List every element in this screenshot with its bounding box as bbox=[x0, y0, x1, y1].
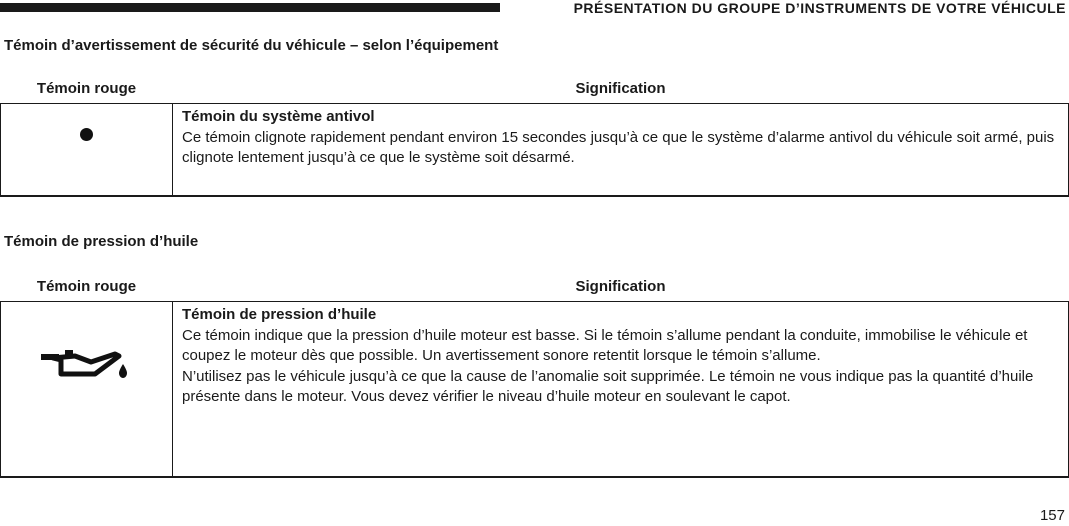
column-header-meaning: Signification bbox=[173, 271, 1069, 302]
page-number: 157 bbox=[1039, 507, 1065, 524]
paragraph: Ce témoin indique que la pression d’huile moteur est basse. Si le témoin s’allume pendant la conduite, immobilise le véhicule et coupez le moteur dès que possible. Un avertissement sonore retentit lorsque le témoin s’allume. bbox=[182, 326, 1028, 364]
icon-cell bbox=[1, 104, 173, 196]
paragraph: N’utilisez pas le véhicule jusqu’à ce que la cause de l’anomalie soit supprimée. Le témoin ne vous indique pas la quantité d’huile présente dans le moteur. Vous devez vérifier le niveau d’huile moteur en soulevant le capot. bbox=[182, 367, 1034, 405]
column-header-light: Témoin rouge bbox=[1, 73, 173, 104]
item-title: Témoin de pression d’huile bbox=[182, 306, 377, 323]
column-header-meaning: Signification bbox=[173, 73, 1069, 104]
oil-can-icon bbox=[39, 346, 135, 387]
header-rule bbox=[0, 3, 500, 12]
meaning-cell bbox=[173, 302, 1069, 477]
section-title-security: Témoin d’avertissement de sécurité du véhicule – selon l’équipement bbox=[4, 37, 499, 54]
meaning-cell bbox=[173, 104, 1069, 196]
icon-cell bbox=[1, 302, 173, 477]
oil-pressure-table bbox=[0, 271, 1069, 478]
table-header-row bbox=[1, 271, 1069, 302]
column-header-light: Témoin rouge bbox=[1, 271, 173, 302]
item-title: Témoin du système antivol bbox=[182, 108, 375, 125]
table-row bbox=[1, 302, 1069, 477]
running-header: PRÉSENTATION DU GROUPE D’INSTRUMENTS DE VOTRE VÉHICULE bbox=[573, 0, 1066, 16]
section-title-oil: Témoin de pression d’huile bbox=[4, 233, 199, 250]
security-light-dot-icon bbox=[80, 128, 93, 141]
table-header-row bbox=[1, 73, 1069, 104]
paragraph: Ce témoin clignote rapidement pendant environ 15 secondes jusqu’à ce que le système d’alarme antivol du véhicule soit armé, puis clignote lentement jusqu’à ce que le système soit désarmé. bbox=[182, 128, 1055, 166]
security-light-table bbox=[0, 73, 1069, 197]
table-row bbox=[1, 104, 1069, 196]
